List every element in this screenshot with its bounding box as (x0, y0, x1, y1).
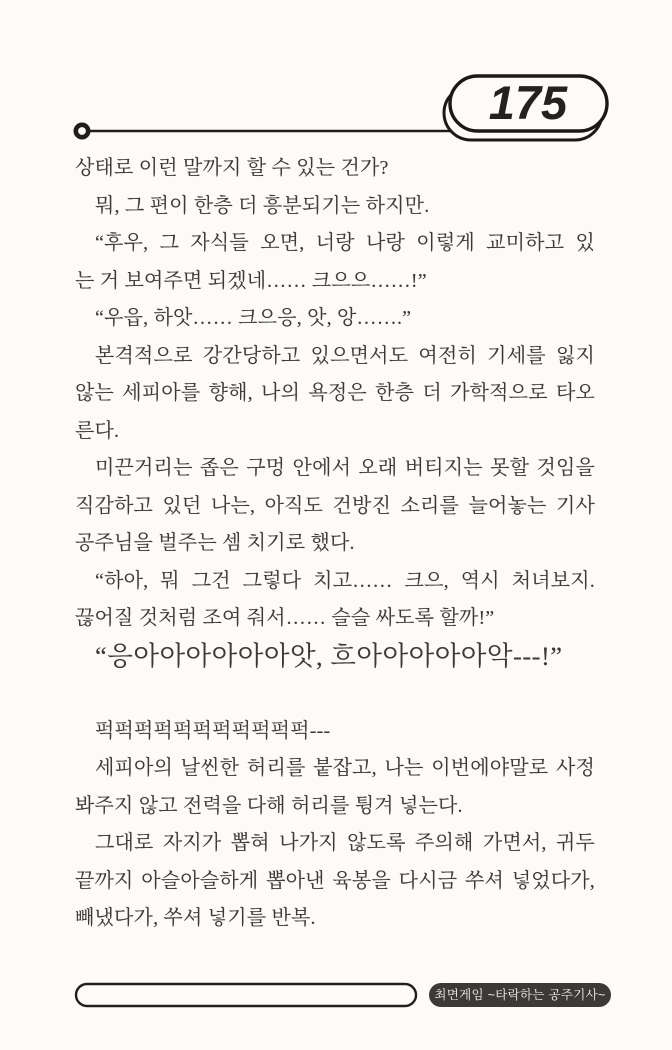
text-line: 본격적으로 강간당하고 있으면서도 여전히 기세를 잃지 (95, 344, 595, 367)
page-number: 175 (488, 76, 568, 129)
text-line: 않는 세피아를 향해, 나의 욕정은 한층 더 가학적으로 타오 (75, 382, 595, 404)
text-line: 직감하고 있던 나는, 아직도 건방진 소리를 늘어놓는 기사 (75, 494, 595, 517)
page-header (0, 0, 672, 160)
text-line: 퍽퍽퍽퍽퍽퍽퍽퍽퍽퍽퍽--- (95, 719, 331, 742)
text-line: “우읍, 하앗…… 크으응, 앗, 앙…….” (95, 307, 412, 329)
text-line: 세피아의 날씬한 허리를 붙잡고, 나는 이번에야말로 사정 (95, 757, 596, 779)
text-line: 그대로 자지가 뽑혀 나가지 않도록 주의해 가면서, 귀두 (95, 832, 595, 854)
body-text (75, 150, 595, 938)
text-line: 미끈거리는 좁은 구멍 안에서 오래 버티지는 못할 것임을 (95, 457, 595, 479)
text-line-emphasis: “응아아아아아아앗, 흐아아아아아악---!” (95, 640, 563, 671)
header-rule-end-dot-icon (76, 125, 88, 137)
text-line: 른다. (75, 419, 120, 442)
text-line: 공주님을 벌주는 셈 치기로 했다. (75, 532, 355, 554)
blank-line (75, 675, 595, 713)
text-line: “하아, 뭐 그건 그렇다 치고…… 크으, 역시 처녀보지. (95, 569, 595, 592)
text-line: 끊어질 것처럼 조여 줘서…… 슬슬 싸도록 할까!” (75, 607, 495, 629)
text-line: 끝까지 아슬아슬하게 뽑아낸 육봉을 다시금 쑤셔 넣었다가, (75, 869, 595, 892)
text-line: 빼냈다가, 쑤셔 넣기를 반복. (75, 907, 316, 929)
footer-title-box (76, 984, 416, 1006)
series-title: 최면게임 ~타락하는 공주기사~ (434, 988, 606, 1002)
text-line: 봐주지 않고 전력을 다해 허리를 튕겨 넣는다. (75, 794, 463, 817)
text-line: “후우, 그 자식들 오면, 너랑 나랑 이렇게 교미하고 있 (95, 232, 595, 254)
text-line: 는 거 보여주면 되겠네…… 크으으……!” (75, 269, 427, 292)
text-line: 상태로 이런 말까지 할 수 있는 건가? (75, 157, 389, 179)
text-line: 뭐, 그 편이 한층 더 흥분되기는 하지만. (95, 194, 430, 217)
page-footer (0, 968, 672, 1018)
